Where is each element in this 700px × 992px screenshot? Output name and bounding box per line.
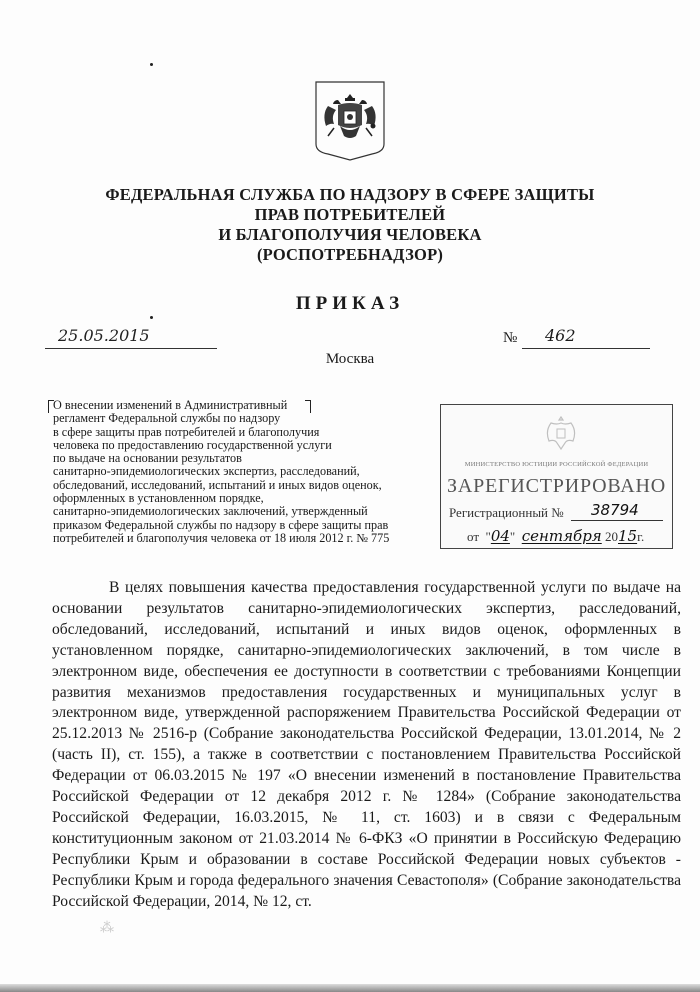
scan-speck xyxy=(150,63,153,66)
number-sign: № xyxy=(503,330,518,346)
coat-of-arms-icon xyxy=(312,78,388,162)
stamp-registration-number: 38794 xyxy=(591,501,639,519)
city-label: Москва xyxy=(325,351,375,367)
number-underline xyxy=(522,348,650,349)
subject-line: О внесении изменений в Административный xyxy=(53,398,288,412)
organization-abbreviation: (РОСПОТРЕБНАДЗОР) xyxy=(256,245,444,264)
subject-line: санитарно-эпидемиологических экспертиз, расследований, xyxy=(53,464,360,479)
organization-name-line: И БЛАГОПОЛУЧИЯ ЧЕЛОВЕКА xyxy=(218,225,482,244)
stamp-from-label: от xyxy=(467,529,480,544)
stamp-emblem-icon xyxy=(541,413,581,455)
order-preamble xyxy=(52,578,681,913)
order-subject xyxy=(53,399,433,545)
scan-speck xyxy=(150,316,153,319)
subject-line: санитарно-эпидемиологических заключений, утвержденный xyxy=(53,504,368,519)
subject-line: регламент Федеральной службы по надзору xyxy=(53,411,281,426)
stamp-quote: " xyxy=(482,529,491,544)
stamp-date xyxy=(467,527,644,545)
subject-line: потребителей и благополучия человека от 18 июля 2012 г. № 775 xyxy=(53,530,390,545)
date-underline xyxy=(45,348,217,349)
stamp-regno-underline xyxy=(571,520,663,521)
scan-bottom-edge xyxy=(0,984,700,992)
handwritten-date: 25.05.2015 xyxy=(58,326,150,345)
registration-stamp xyxy=(440,404,673,549)
subject-line: оформленных в установленном порядке, xyxy=(53,491,264,506)
faint-scan-mark: ⁂ xyxy=(100,921,114,936)
subject-line: приказом Федеральной службы по надзору в сфере защиты прав xyxy=(53,517,389,532)
organization-name-line: ФЕДЕРАЛЬНАЯ СЛУЖБА ПО НАДЗОРУ В СФЕРЕ ЗАЩИТЫ xyxy=(105,185,595,204)
subject-line: человека по предоставлению государственной услуги xyxy=(53,437,332,452)
stamp-year-prefix: 20 xyxy=(605,529,618,544)
organization-name-line: ПРАВ ПОТРЕБИТЕЛЕЙ xyxy=(254,205,446,224)
stamp-registered-label: ЗАРЕГИСТРИРОВАНО xyxy=(447,475,666,497)
stamp-quote: " xyxy=(509,529,519,544)
document-type-title: ПРИКАЗ xyxy=(295,293,405,314)
stamp-day: 04 xyxy=(490,527,510,545)
stamp-year-suffix: 15 xyxy=(618,527,638,545)
stamp-year-unit: г. xyxy=(637,529,645,544)
stamp-ministry-name: МИНИСТЕРСТВО ЮСТИЦИИ РОССИЙСКОЙ ФЕДЕРАЦИИ xyxy=(464,461,649,468)
subject-line: по выдаче на основании результатов xyxy=(53,451,242,466)
preamble-paragraph: В целях повышения качества предоставления государственной услуги по выдаче на основании результатов санитарно-эпидемиологических экспертиз, расследований, обследований, исследований, испытаний и иных видов оценок, оформленных в установленном порядке, санитарно-эпидемиологических заключений, в том числе в электронном виде, обеспечения ее доступности в соответствии с требованиями Концепции развития механизмов предоставления государственных и муниципальных услуг в электронном виде, утвержденной распоряжением Правительства Российской Федерации от 25.12.2013 № 2516-р (Собрание законодательства Российской Федерации, 13.01.2014, № 2 (часть II), ст. 155), а также в соответствии с постановлением Правительства Российской Федерации от 06.03.2015 № 197 «О внесении изменений в постановление Правительства Российской Федерации от 12 декабря 2012 г. № 1284» (Собрание законодательства Российской Федерации, 16.03.2015, № 11, ст. 1603) и в связи с Федеральным конституционным законом от 21.03.2014 № 6-ФКЗ «О принятии в Российскую Федерацию Республики Крым и образовании в составе Российской Федерации новых субъектов - Республики Крым и города федерального значения Севастополя» (Собрание законодательства Российской Федерации, 2014, № 12, ст. xyxy=(52,579,681,910)
stamp-regno-label: Регистрационный № xyxy=(449,505,564,520)
subject-line: обследований, исследований, испытаний и иных видов оценок, xyxy=(53,477,382,492)
stamp-month: сентября xyxy=(521,527,602,545)
subject-line: в сфере защиты прав потребителей и благополучия xyxy=(53,424,320,439)
handwritten-order-number: 462 xyxy=(545,326,576,345)
